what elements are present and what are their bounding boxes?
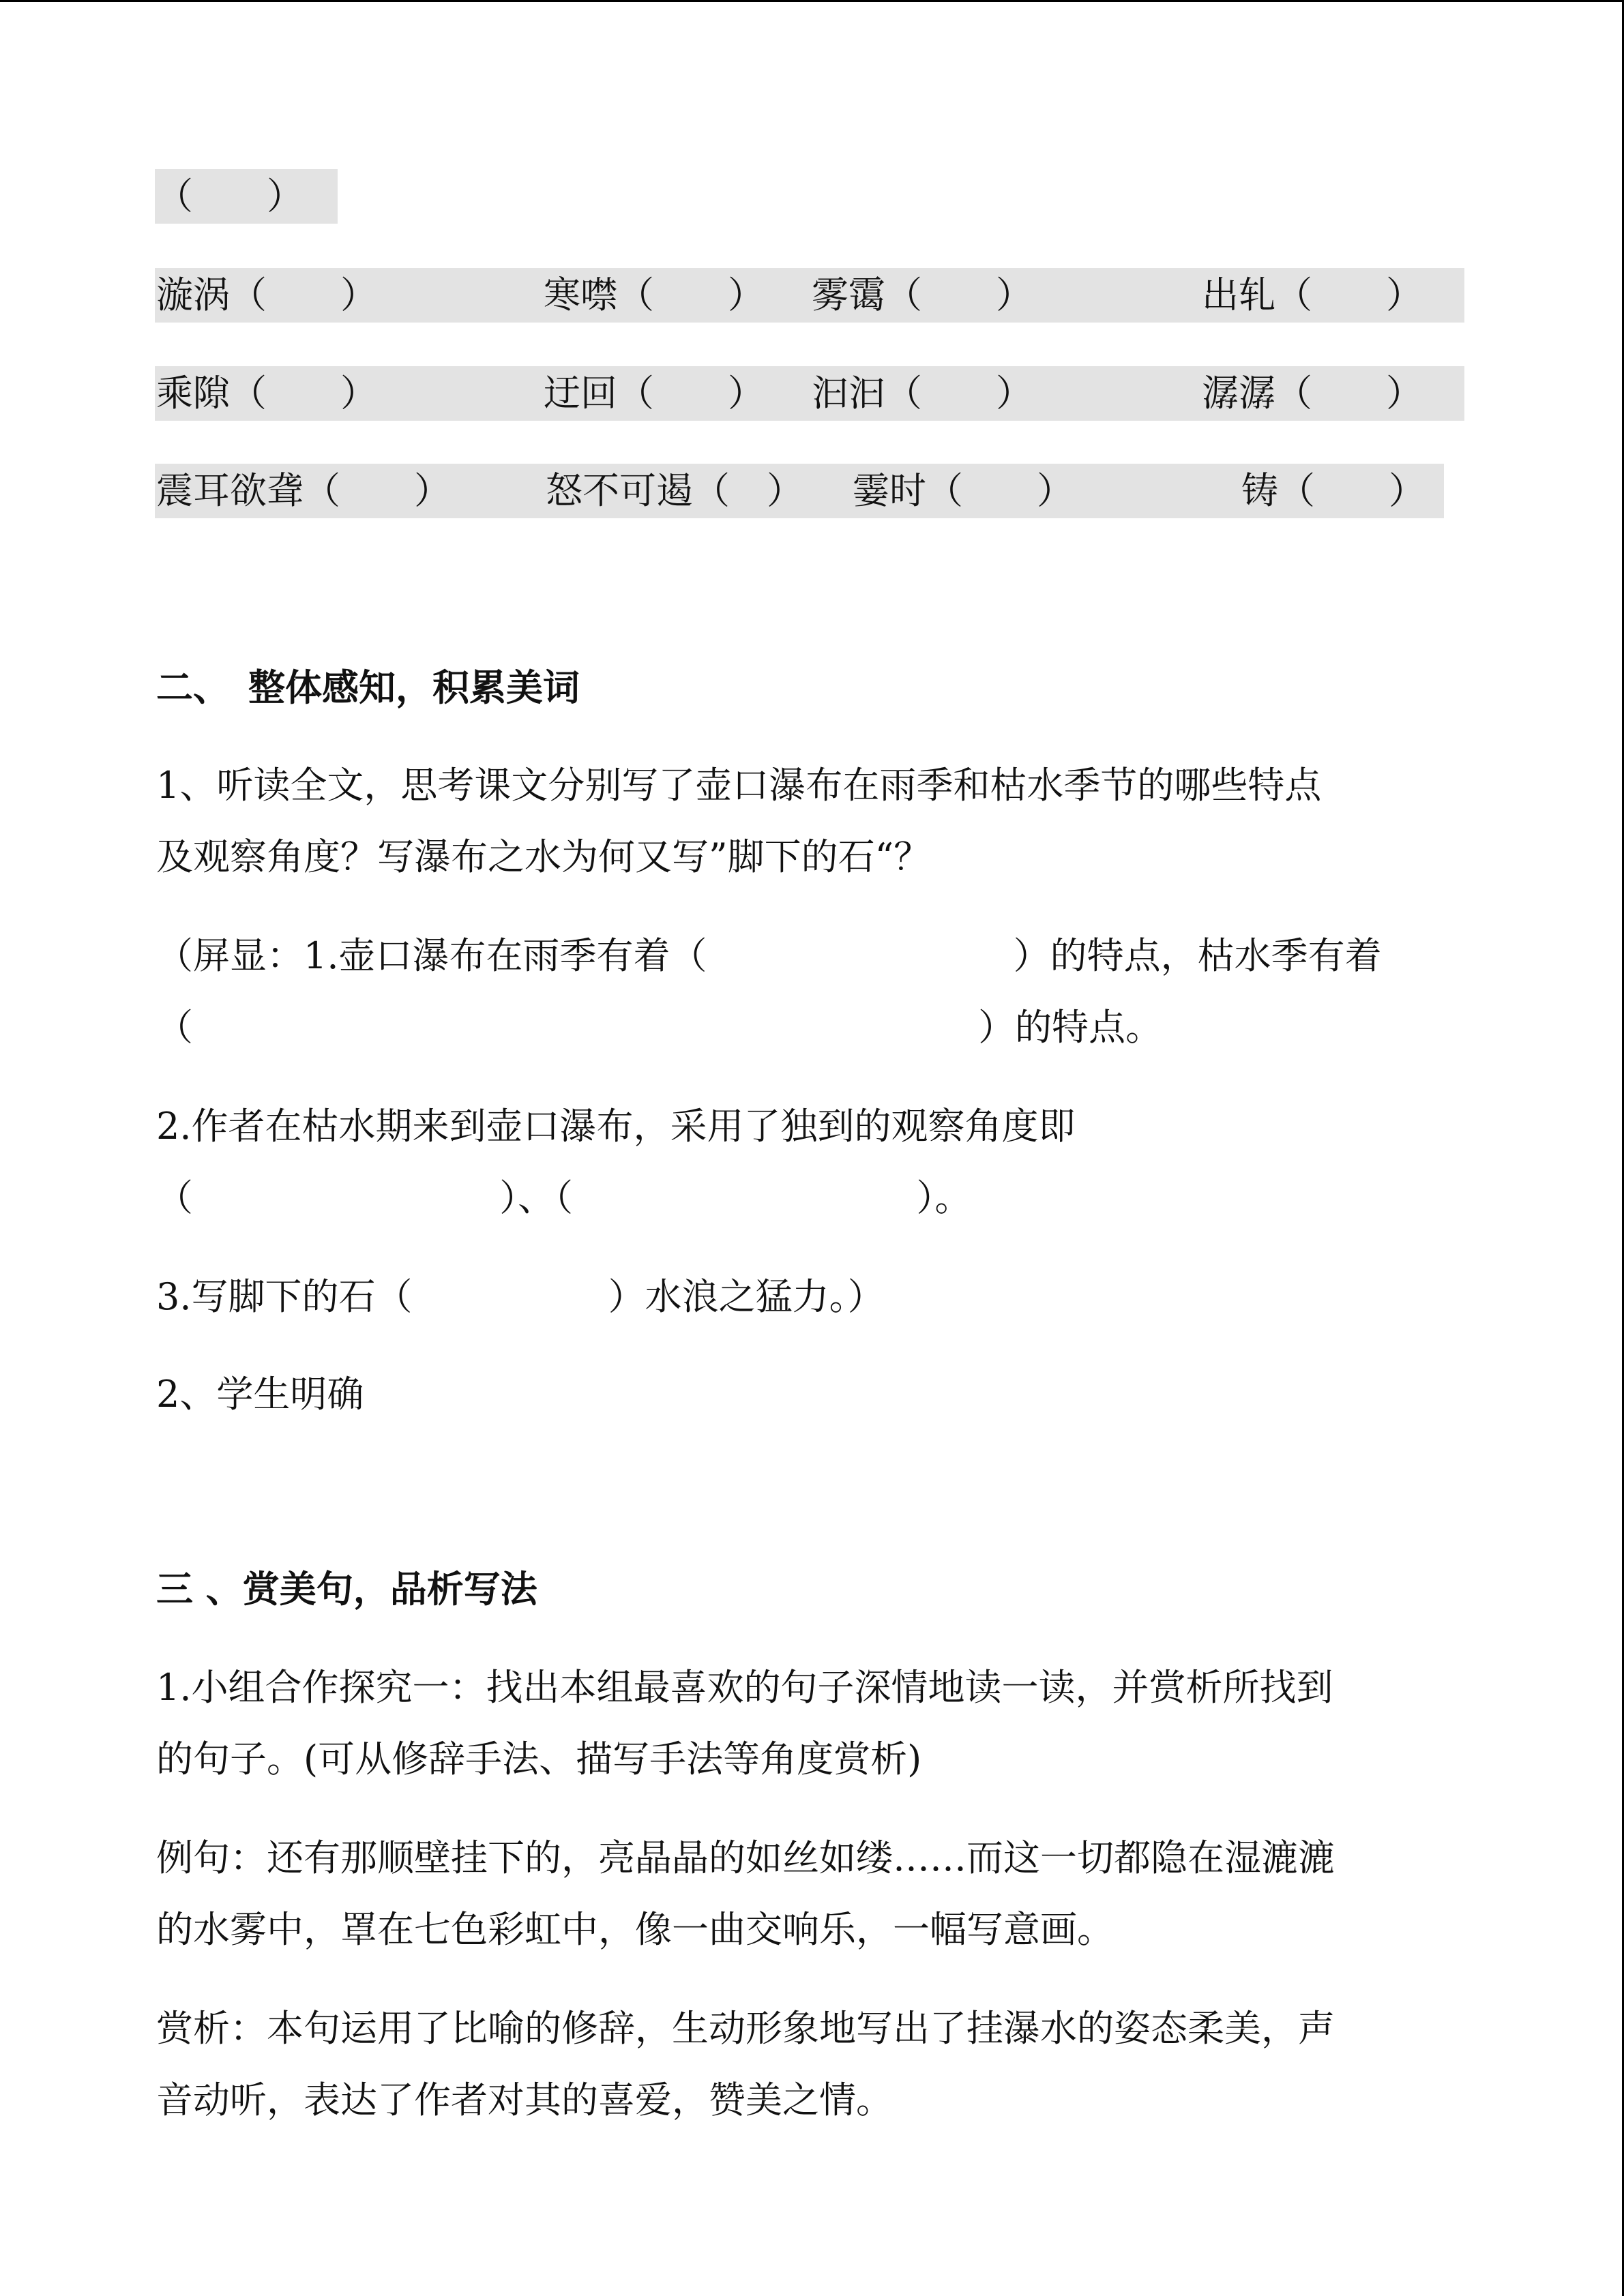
vocab-item-3-2: 怒不可遏（ ） [546, 469, 803, 512]
vocab-item-3-4: 铸（ ） [1241, 469, 1426, 512]
section3-heading: 三 、赏美句，品析写法 [156, 1567, 537, 1611]
section2-p2-line2: （ ）、（ ）。 [156, 1176, 972, 1219]
section3-example-line2: 的水雾中，罩在七色彩虹中，像一曲交响乐，一幅写意画。 [156, 1908, 1114, 1951]
vocab-item-1-4: 出轧（ ） [1202, 273, 1423, 316]
section2-p3: 3.写脚下的石（ ）水浪之猛力。） [156, 1275, 885, 1318]
section2-p2-line1: 2.作者在枯水期来到壶口瀑布，采用了独到的观察角度即 [156, 1105, 1076, 1148]
section2-q1-line1: 1、听读全文，思考课文分别写了壶口瀑布在雨季和枯水季节的哪些特点 [156, 764, 1322, 807]
vocab-item-3-1: 震耳欲聋（ ） [156, 469, 451, 512]
page-border-top [0, 0, 1624, 2]
section2-screen-line1: （屏显：1.壶口瀑布在雨季有着（ ）的特点，枯水季有着 [156, 934, 1382, 977]
vocab-blank-row0: （ ） [156, 175, 304, 218]
vocab-item-2-2: 迂回（ ） [544, 372, 765, 415]
vocab-item-2-4: 潺潺（ ） [1202, 372, 1423, 415]
section3-example-line1: 例句：还有那顺壁挂下的，亮晶晶的如丝如缕……而这一切都隐在湿漉漉 [156, 1836, 1335, 1879]
vocab-item-1-2: 寒噤（ ） [544, 273, 765, 316]
vocab-item-1-1: 漩涡（ ） [156, 273, 377, 316]
section3-p1-line2: 的句子。(可从修辞手法、描写手法等角度赏析) [156, 1738, 922, 1780]
vocab-item-2-3: 汩汩（ ） [812, 372, 1033, 415]
section3-analysis-line2: 音动听，表达了作者对其的喜爱，赞美之情。 [156, 2078, 893, 2121]
vocab-item-2-1: 乘隙（ ） [156, 372, 377, 415]
section2-heading: 二、 整体感知，积累美词 [156, 666, 580, 709]
vocab-item-1-3: 雾霭（ ） [812, 273, 1033, 316]
section2-screen-line2: （ ）的特点。 [156, 1006, 1163, 1049]
vocab-item-3-3: 霎时（ ） [853, 469, 1074, 512]
section2-q1-line2: 及观察角度？写瀑布之水为何又写”脚下的石“？ [156, 835, 931, 878]
section3-analysis-line1: 赏析：本句运用了比喻的修辞，生动形象地写出了挂瀑水的姿态柔美，声 [156, 2007, 1335, 2050]
section3-p1-line1: 1.小组合作探究一：找出本组最喜欢的句子深情地读一读，并赏析所找到 [156, 1666, 1333, 1709]
section2-q2: 2、学生明确 [156, 1373, 364, 1416]
